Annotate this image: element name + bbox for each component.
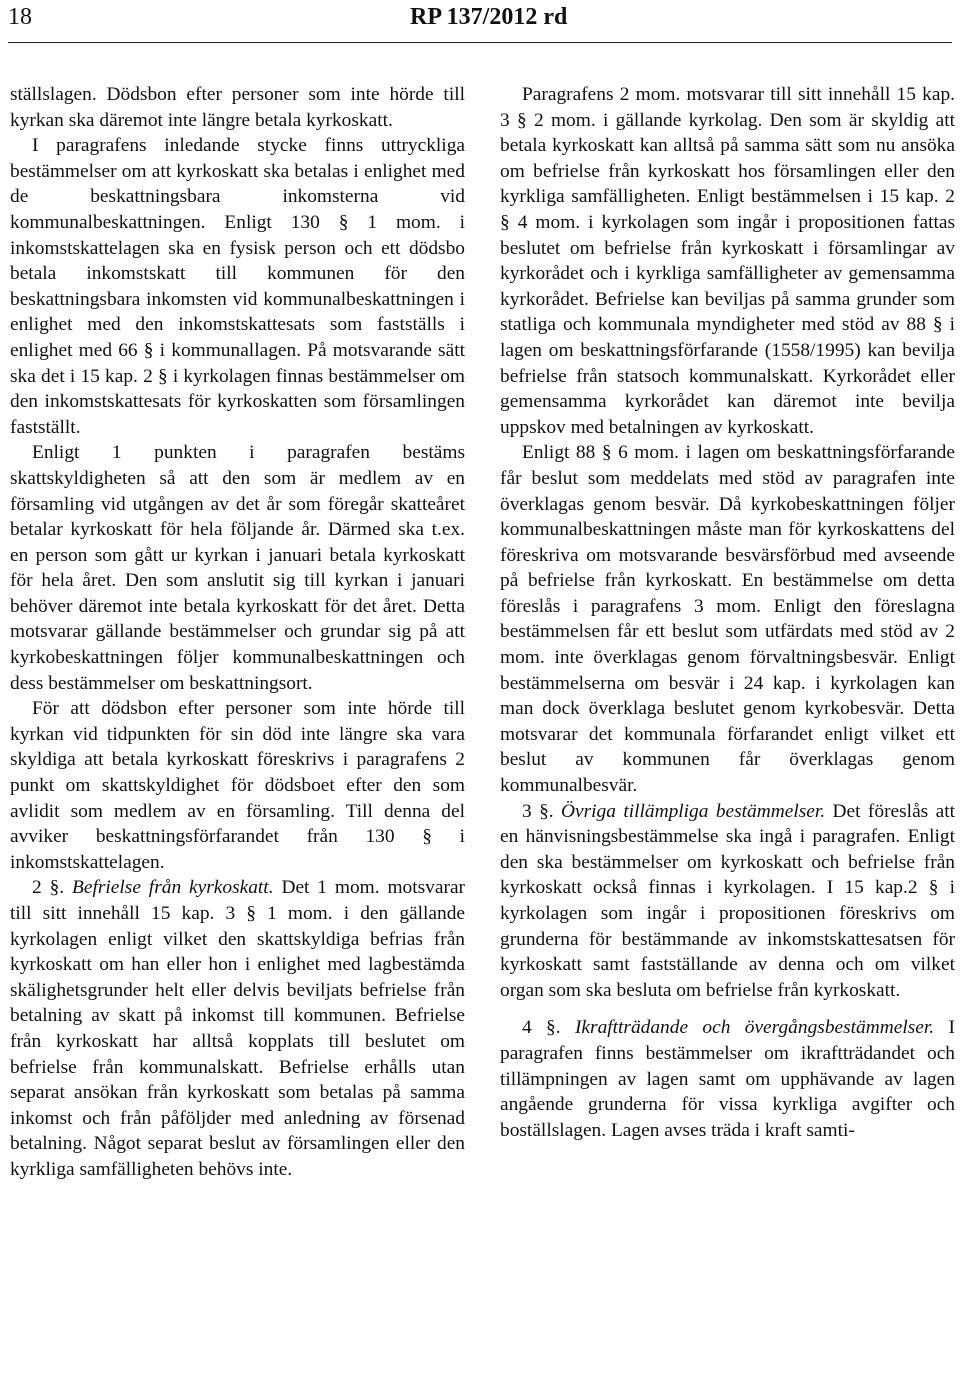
section-paragraph (500, 1015, 955, 1143)
paragraph: Enligt 1 punkten i paragrafen bestäms skattskyldigheten så att den som är medlem av en församling vid utgången av det år som föregår skatteåret betalar kyrkoskatt för hela följande år. Därmed ska t.ex. en person som gått ur kyrkan i januari betala kyrkoskatt för hela året. Den som anslutit sig till kyrkan i januari behöver däremot inte betala kyrkoskatt för det året. Detta motsvarar gällande bestämmelser och grundar sig på att kyrkobeskattningen följer kommunalbeskattningen och dess bestämmelser om beskattningsort. (10, 442, 465, 694)
section-number: 4 §. (522, 1017, 561, 1039)
paragraph-gap (500, 1003, 955, 1015)
section-title: Övriga tillämpliga bestämmelser. (561, 800, 826, 822)
paragraph: Enligt 88 § 6 mom. i lagen om beskattningsförfarande får beslut som meddelats med stöd av paragrafen inte överklagas genom besvär. Då kyrkobeskattningen följer kommunalbeskattningen måste man för kyrkoskattens del föreskriva om motsvarande besvärsförbud med avseende på befrielse från kyrkoskatt. En bestämmelse om detta föreslås i paragrafens 3 mom. Enligt den föreslagna bestämmelsen får ett beslut som utfärdats med stöd av 2 mom. inte överklagas genom förvaltningsbesvär. Enligt bestämmelserna om besvär i 24 kap. i kyrkolagen kan man dock överklaga beslutet genom kyrkobesvär. Detta motsvarar det kommunala förfarandet enligt vilket ett beslut av kommunen får överklagas genom kommunalbesvär. (500, 442, 955, 797)
section-title: Befrielse från kyrkoskatt. (72, 877, 274, 899)
section-number: 3 §. (522, 800, 554, 822)
section-text: Det föreslås att en hänvisningsbestämmelse ska ingå i paragrafen. Enligt den ska bestämmelser om kyrkoskatt och befrielse från kyrkoskatt också finnas i kyrkolagen. I 15 kap.2 § i kyrkolagen som ingår i propositionen föreskrivs om grunderna för bestämmande av inkomstskattesatsen för kyrkoskatt samt fastställande av denna och om vilket organ som ska besluta om befrielse från kyrkoskatt. (500, 800, 955, 1001)
section-title: Ikraftträdande och övergångsbestämmelser. (574, 1017, 935, 1039)
paragraph: ställslagen. Dödsbon efter personer som inte hörde till kyrkan ska däremot inte längre betala kyrkoskatt. (10, 84, 465, 131)
left-column (10, 82, 465, 1183)
section-paragraph (500, 799, 955, 1004)
section-text: Det 1 mom. motsvarar till sitt innehåll 15 kap. 3 § 1 mom. i den gällande kyrkolagen enligt vilket den skattskyldiga befrias från kyrkoskatt om han eller hon i enlighet med lagbestämda skälighetsgrunder helt eller delvis beviljats befrielse från betalning av skatt på inkomst till kommunen. Befrielse från kyrkoskatt har alltså kopplats till beslutet om befrielse från kommunalskatt. Befrielse erhålls utan separat ansökan från kyrkoskatt som betalas på samma inkomst och från påföljder med anledning av försenad betalning. Något separat beslut av församlingen eller den kyrkliga samfälligheten behövs inte. (10, 877, 466, 1180)
paragraph: Paragrafens 2 mom. motsvarar till sitt innehåll 15 kap. 3 § 2 mom. i gällande kyrkolag. Den som är skyldig att betala kyrkoskatt kan alltså på samma sätt som nu ansöka om befrielse från kyrkoskatt hos församlingen eller den kyrkliga samfälligheten. Enligt bestämmelsen i 15 kap. 2 § 4 mom. i kyrkolagen som ingår i propositionen fattas beslutet om befrielse från kyrkoskatt i församlingar av kyrkorådet och i kyrkliga samfälligheter av gemensamma kyrkorådet. Befrielse kan beviljas på samma grunder som statliga och kommunala myndigheter med stöd av 88 § i lagen om beskattningsförfarande (1558/1995) kan bevilja befrielse från statsoch kommunalskatt. Kyrkorådet eller gemensamma kyrkorådet kan däremot inte bevilja uppskov med betalningen av kyrkoskatt. (500, 84, 955, 438)
section-paragraph (10, 875, 465, 1182)
paragraph: För att dödsbon efter personer som inte hörde till kyrkan vid tidpunkten för sin död inte längre ska vara skyldiga att betala kyrkoskatt föreskrivs i paragrafens 2 punkt om skattskyldighet för dödsboet efter den som avlidit som medlem av en församling. Till denna del avviker beskattningsförfarandet från 130 § i inkomstskattelagen. (10, 698, 465, 873)
right-column (500, 82, 955, 1143)
paragraph: I paragrafens inledande stycke finns uttryckliga bestämmelser om att kyrkoskatt ska betalas i enlighet med de beskattningsbara inkomsterna vid kommunalbeskattningen. Enligt 130 § 1 mom. i inkomstskattelagen ska en fysisk person och ett dödsbo betala inkomstskatt till kommunen för den beskattningsbara inkomsten vid kommunalbeskattningen i enlighet med den inkomstskattesats som fastställs i enlighet med 66 § i kommunallagen. På motsvarande sätt ska det i 15 kap. 2 § i kyrkolagen finnas bestämmelser om den inkomstskattesats för kyrkoskatten som församlingen fastställt. (10, 135, 465, 438)
page-number: 18 (8, 4, 32, 30)
document-id: RP 137/2012 rd (410, 4, 568, 30)
section-text: I paragrafen finns bestämmelser om ikraftträdandet och tillämpningen av lagen samt om upphävande av lagen angående grunderna för vissa kyrkliga avgifter och boställslagen. Lagen avses träda i kraft samti- (500, 1017, 955, 1141)
section-number: 2 §. (32, 877, 65, 899)
header-rule (8, 42, 952, 43)
